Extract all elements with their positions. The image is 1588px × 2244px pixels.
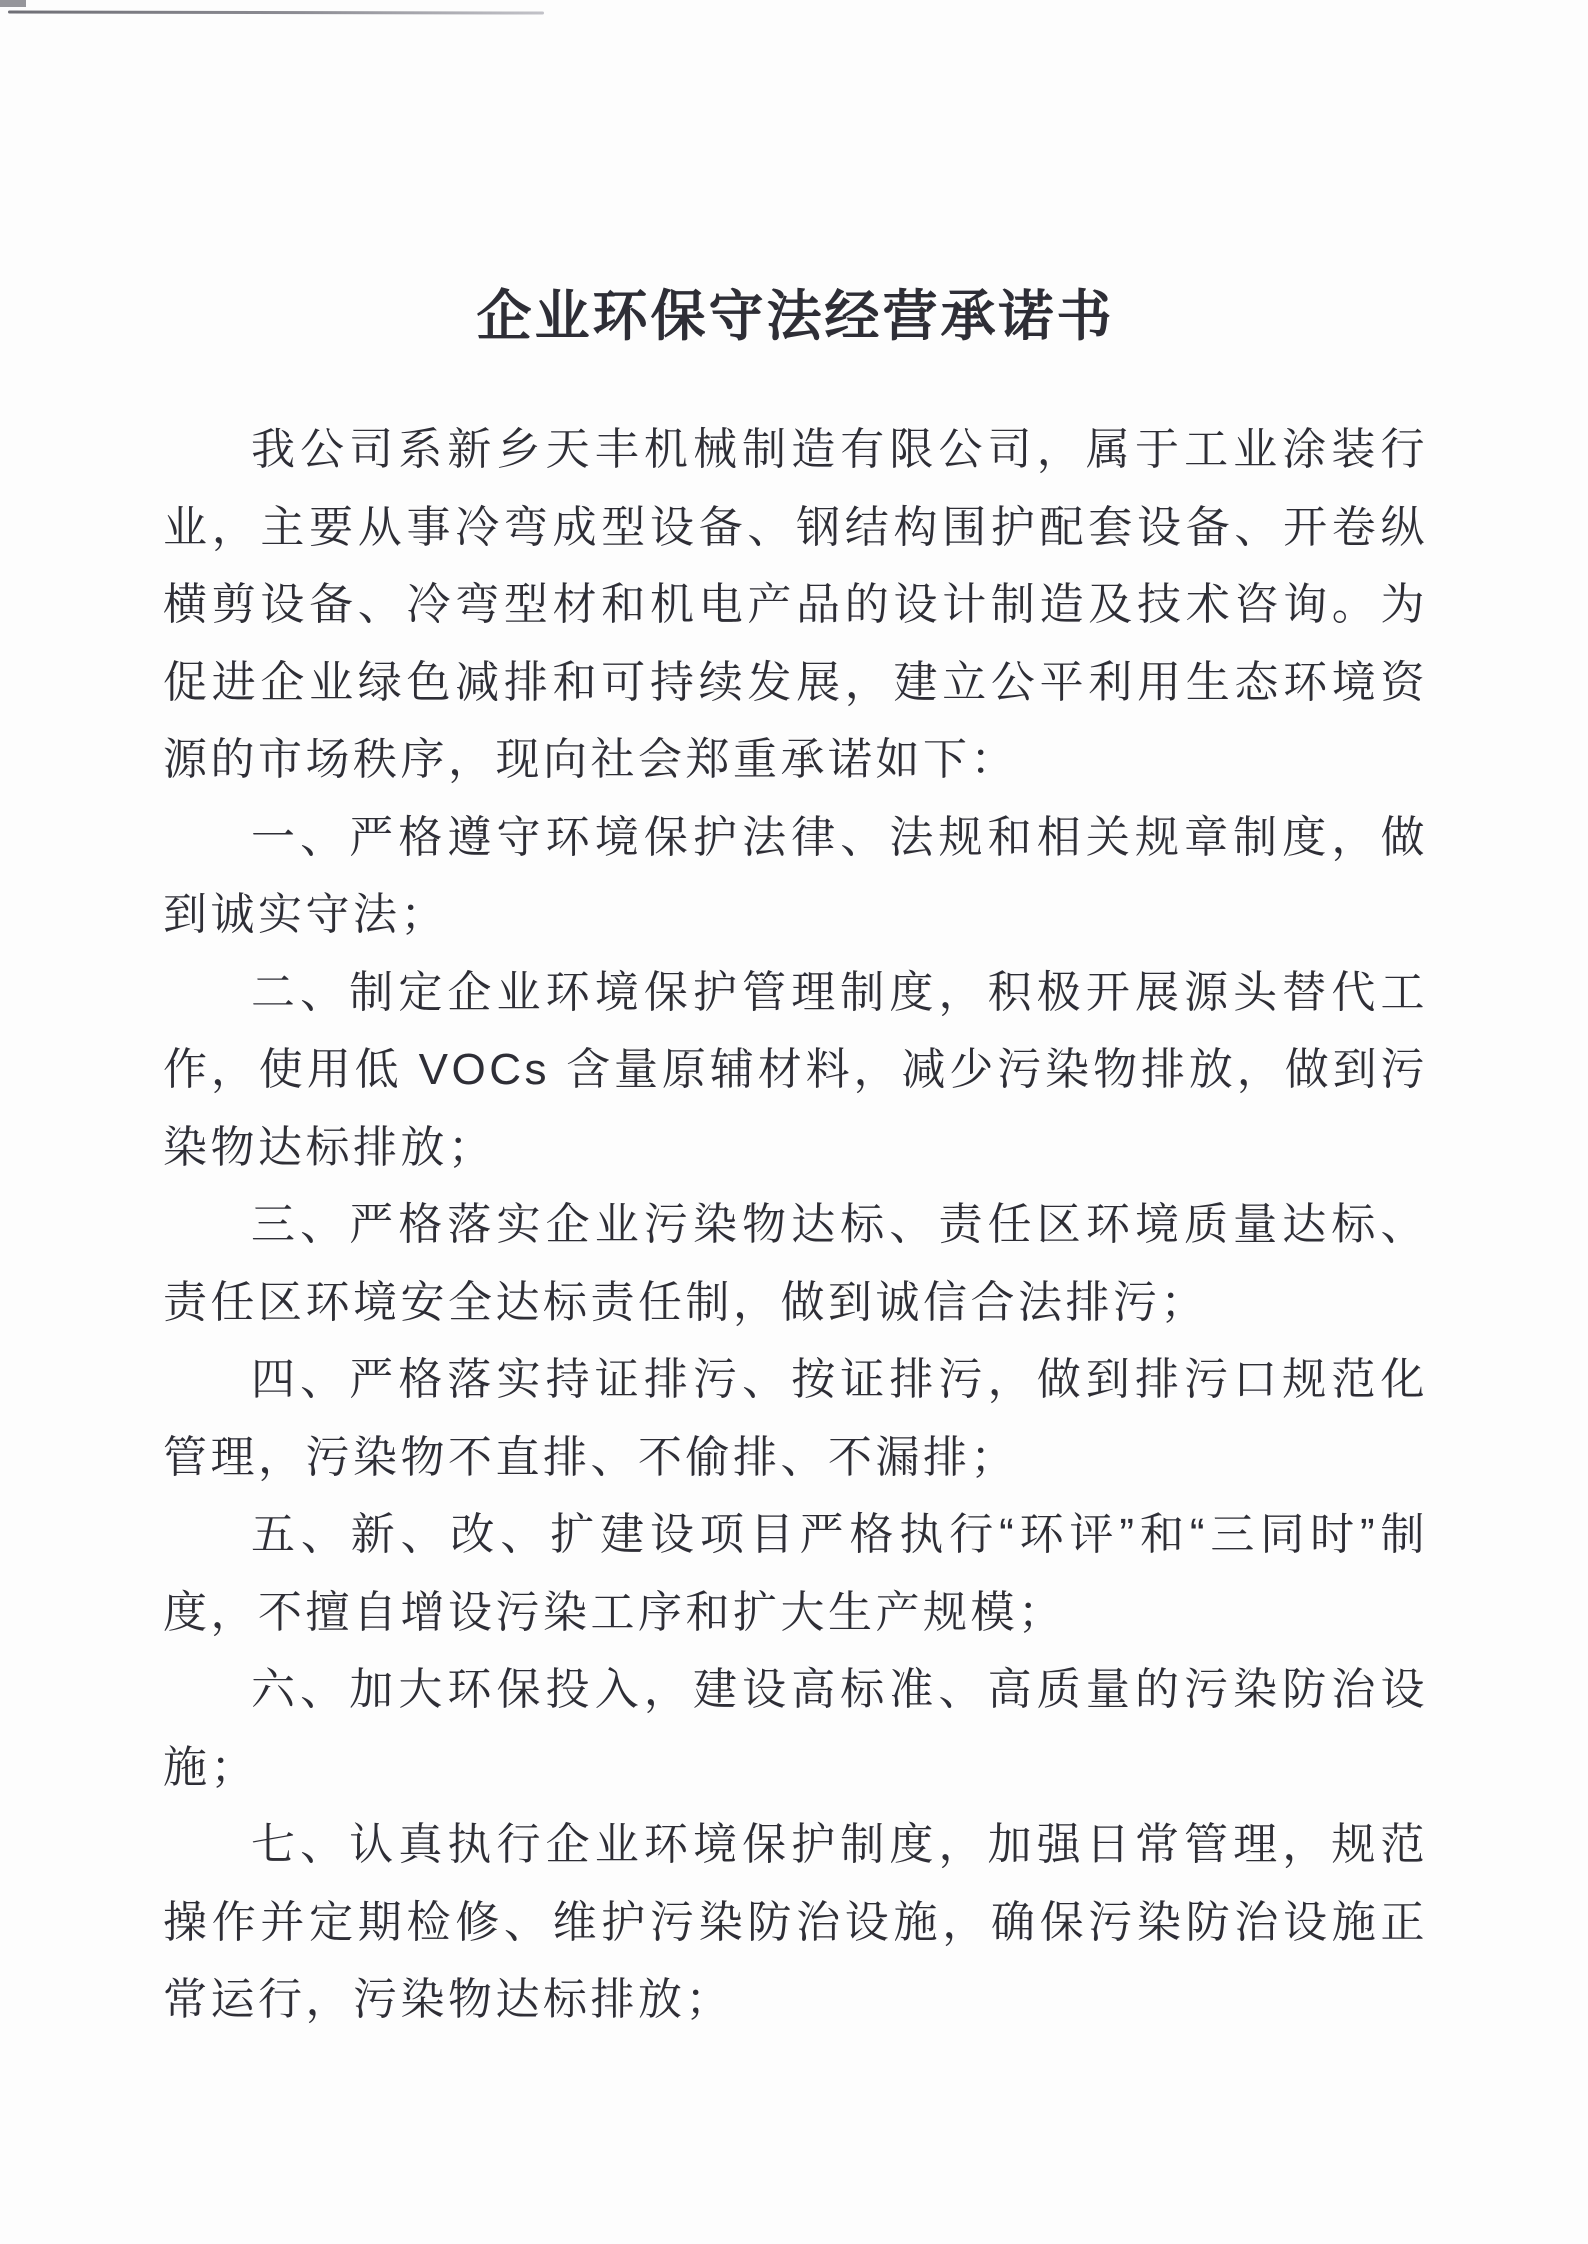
paragraph: 一、严格遵守环境保护法律、法规和相关规章制度，做到诚实守法； xyxy=(163,812,1428,939)
paragraph: 五、新、改、扩建设项目严格执行“环评”和“三同时”制度，不擅自增设污染工序和扩大生产规模； xyxy=(163,1510,1428,1637)
paragraph: 我公司系新乡天丰机械制造有限公司，属于工业涂装行业，主要从事冷弯成型设备、钢结构围护配套设备、开卷纵横剪设备、冷弯型材和机电产品的设计制造及技术咨询。为促进企业绿色减排和可持续发展，建立公平利用生态环境资源的市场秩序，现向社会郑重承诺如下： xyxy=(163,425,1428,784)
paragraph: 四、严格落实持证排污、按证排污，做到排污口规范化管理，污染物不直排、不偷排、不漏排； xyxy=(163,1355,1428,1482)
paragraph: 六、加大环保投入，建设高标准、高质量的污染防治设施； xyxy=(163,1665,1428,1792)
paragraph: 三、严格落实企业污染物达标、责任区环境质量达标、责任区环境安全达标责任制，做到诚信合法排污； xyxy=(163,1200,1428,1327)
document-body xyxy=(163,411,1428,2039)
document-title: 企业环保守法经营承诺书 xyxy=(476,285,1115,347)
paragraph: 二、制定企业环境保护管理制度，积极开展源头替代工作，使用低 VOCs 含量原辅材料，减少污染物排放，做到污染物达标排放； xyxy=(163,967,1428,1172)
scan-artifact-corner-mark xyxy=(0,0,26,7)
paragraph: 七、认真执行企业环境保护制度，加强日常管理，规范操作并定期检修、维护污染防治设施，确保污染防治设施正常运行，污染物达标排放； xyxy=(163,1820,1428,2024)
